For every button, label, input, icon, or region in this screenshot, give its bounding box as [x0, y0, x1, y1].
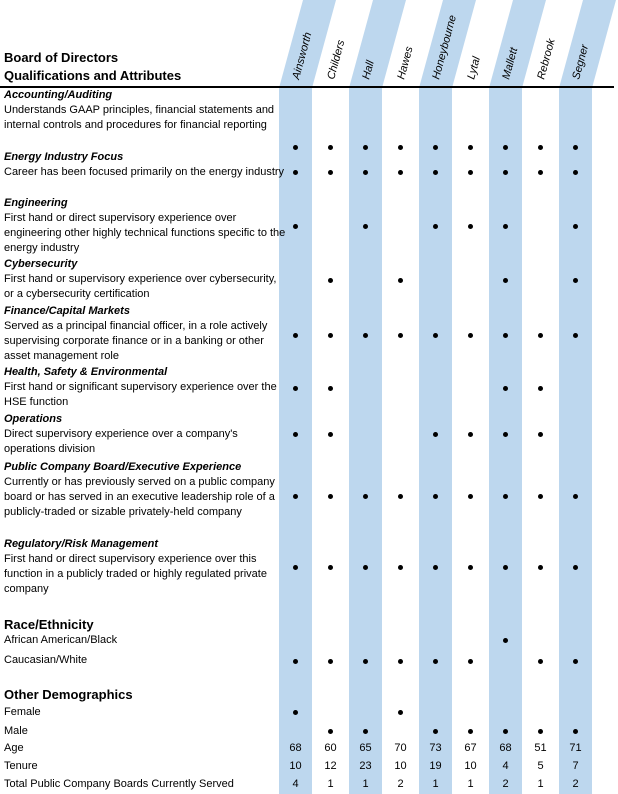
- director-name-segner: Segner: [570, 43, 592, 81]
- energy-industry-focus-dot-honeybourne: [433, 170, 438, 175]
- qualification-title-cybersecurity: Cybersecurity: [4, 258, 78, 270]
- race-caucasian-white-dot-ainsworth: [293, 659, 298, 664]
- race-caucasian-white-dot-childers: [328, 659, 333, 664]
- race-section-title: Race/Ethnicity: [4, 617, 94, 632]
- engineering-dot-honeybourne: [433, 224, 438, 229]
- regulatory-risk-management-dot-ainsworth: [293, 565, 298, 570]
- finance-capital-markets-dot-hawes: [398, 333, 403, 338]
- health-safety-environmental-dot-mallett: [503, 386, 508, 391]
- age-value-rebrook: 51: [534, 742, 547, 754]
- race-caucasian-white-dot-lytal: [468, 659, 473, 664]
- accounting-auditing-dot-rebrook: [538, 145, 543, 150]
- age-value-hall: 65: [359, 742, 372, 754]
- age-value-childers: 60: [324, 742, 337, 754]
- regulatory-risk-management-dot-rebrook: [538, 565, 543, 570]
- demo-male-dot-honeybourne: [433, 729, 438, 734]
- demographic-label-male: Male: [4, 725, 28, 737]
- header-band-segner: [559, 0, 616, 88]
- accounting-auditing-dot-lytal: [468, 145, 473, 150]
- finance-capital-markets-dot-rebrook: [538, 333, 543, 338]
- operations-dot-rebrook: [538, 432, 543, 437]
- qualification-title-health-safety-environmental: Health, Safety & Environmental: [4, 366, 168, 378]
- qualification-title-engineering: Engineering: [4, 197, 68, 209]
- demo-male-dot-mallett: [503, 729, 508, 734]
- demo-female-dot-hawes: [398, 710, 403, 715]
- health-safety-environmental-dot-rebrook: [538, 386, 543, 391]
- director-name-rebrook: Rebrook: [535, 37, 558, 81]
- energy-industry-focus-dot-lytal: [468, 170, 473, 175]
- qualification-title-regulatory-risk-management: Regulatory/Risk Management: [4, 538, 159, 550]
- operations-dot-childers: [328, 432, 333, 437]
- race-caucasian-white-dot-honeybourne: [433, 659, 438, 664]
- public-company-board-executive-experience-dot-honeybourne: [433, 494, 438, 499]
- tenure-value-lytal: 10: [464, 760, 477, 772]
- header-divider: [0, 86, 614, 88]
- race-caucasian-white-dot-rebrook: [538, 659, 543, 664]
- energy-industry-focus-dot-ainsworth: [293, 170, 298, 175]
- demo-male-dot-hall: [363, 729, 368, 734]
- accounting-auditing-dot-segner: [573, 145, 578, 150]
- regulatory-risk-management-dot-honeybourne: [433, 565, 438, 570]
- public-company-board-executive-experience-dot-lytal: [468, 494, 473, 499]
- energy-industry-focus-dot-childers: [328, 170, 333, 175]
- energy-industry-focus-dot-hawes: [398, 170, 403, 175]
- qualification-desc-public-company-board-executive-experience: Currently or has previously served on a public company board or has served in an executive leadership role of a publicly-traded or sizable privately-held company: [4, 476, 275, 518]
- regulatory-risk-management-dot-hall: [363, 565, 368, 570]
- demo-male-dot-childers: [328, 729, 333, 734]
- race-label-african-american-black: African American/Black: [4, 634, 118, 646]
- column-stripe-mallett: [489, 86, 522, 794]
- age-value-lytal: 67: [464, 742, 477, 754]
- public-company-board-executive-experience-dot-segner: [573, 494, 578, 499]
- engineering-dot-segner: [573, 224, 578, 229]
- total-public-company-boards-currently-served-value-mallett: 2: [502, 778, 509, 790]
- accounting-auditing-dot-honeybourne: [433, 145, 438, 150]
- director-name-ainsworth: Ainsworth: [290, 31, 315, 81]
- qualification-desc-energy-industry-focus: Career has been focused primarily on the energy industry: [4, 166, 285, 178]
- tenure-value-rebrook: 5: [537, 760, 544, 772]
- age-value-ainsworth: 68: [289, 742, 302, 754]
- tenure-value-hall: 23: [359, 760, 372, 772]
- cybersecurity-dot-hawes: [398, 278, 403, 283]
- total-public-company-boards-currently-served-value-hawes: 2: [397, 778, 404, 790]
- race-african-american-black-dot-mallett: [503, 638, 508, 643]
- qualification-title-accounting-auditing: Accounting/Auditing: [4, 89, 113, 101]
- tenure-value-segner: 7: [572, 760, 579, 772]
- energy-industry-focus-dot-mallett: [503, 170, 508, 175]
- engineering-dot-hall: [363, 224, 368, 229]
- age-value-honeybourne: 73: [429, 742, 442, 754]
- qualification-desc-health-safety-environmental: First hand or significant supervisory experience over the HSE function: [4, 381, 277, 408]
- finance-capital-markets-dot-honeybourne: [433, 333, 438, 338]
- public-company-board-executive-experience-dot-rebrook: [538, 494, 543, 499]
- numeric-label-age: Age: [4, 742, 24, 754]
- total-public-company-boards-currently-served-value-hall: 1: [362, 778, 369, 790]
- page-title: Board of Directors: [4, 50, 119, 65]
- public-company-board-executive-experience-dot-hawes: [398, 494, 403, 499]
- finance-capital-markets-dot-mallett: [503, 333, 508, 338]
- cybersecurity-dot-childers: [328, 278, 333, 283]
- numeric-label-total-public-company-boards-currently-served: Total Public Company Boards Currently Served: [4, 778, 234, 790]
- race-caucasian-white-dot-segner: [573, 659, 578, 664]
- energy-industry-focus-dot-hall: [363, 170, 368, 175]
- age-value-mallett: 68: [499, 742, 512, 754]
- tenure-value-honeybourne: 19: [429, 760, 442, 772]
- public-company-board-executive-experience-dot-ainsworth: [293, 494, 298, 499]
- energy-industry-focus-dot-segner: [573, 170, 578, 175]
- accounting-auditing-dot-hall: [363, 145, 368, 150]
- page-subtitle: Qualifications and Attributes: [4, 68, 182, 83]
- operations-dot-honeybourne: [433, 432, 438, 437]
- finance-capital-markets-dot-segner: [573, 333, 578, 338]
- race-label-caucasian-white: Caucasian/White: [4, 654, 88, 666]
- age-value-hawes: 70: [394, 742, 407, 754]
- qualification-title-finance-capital-markets: Finance/Capital Markets: [4, 305, 130, 317]
- energy-industry-focus-dot-rebrook: [538, 170, 543, 175]
- qualification-desc-operations: Direct supervisory experience over a company's operations division: [4, 428, 238, 455]
- public-company-board-executive-experience-dot-mallett: [503, 494, 508, 499]
- director-name-hawes: Hawes: [395, 45, 416, 81]
- total-public-company-boards-currently-served-value-rebrook: 1: [537, 778, 544, 790]
- engineering-dot-mallett: [503, 224, 508, 229]
- director-name-childers: Childers: [325, 38, 348, 81]
- tenure-value-hawes: 10: [394, 760, 407, 772]
- age-value-segner: 71: [569, 742, 582, 754]
- finance-capital-markets-dot-ainsworth: [293, 333, 298, 338]
- qualification-desc-regulatory-risk-management: First hand or direct supervisory experience over this function in a publicly traded or highly regulated private company: [4, 553, 267, 595]
- operations-dot-mallett: [503, 432, 508, 437]
- public-company-board-executive-experience-dot-childers: [328, 494, 333, 499]
- column-stripe-hall: [349, 86, 382, 794]
- total-public-company-boards-currently-served-value-segner: 2: [572, 778, 579, 790]
- column-stripe-honeybourne: [419, 86, 452, 794]
- director-name-honeybourne: Honeybourne: [430, 13, 459, 81]
- race-caucasian-white-dot-hall: [363, 659, 368, 664]
- public-company-board-executive-experience-dot-hall: [363, 494, 368, 499]
- regulatory-risk-management-dot-mallett: [503, 565, 508, 570]
- health-safety-environmental-dot-childers: [328, 386, 333, 391]
- director-name-mallett: Mallett: [500, 46, 521, 81]
- tenure-value-childers: 12: [324, 760, 337, 772]
- total-public-company-boards-currently-served-value-ainsworth: 4: [292, 778, 299, 790]
- finance-capital-markets-dot-hall: [363, 333, 368, 338]
- total-public-company-boards-currently-served-value-lytal: 1: [467, 778, 474, 790]
- qualification-title-public-company-board-executive-experience: Public Company Board/Executive Experience: [4, 461, 242, 473]
- tenure-value-ainsworth: 10: [289, 760, 302, 772]
- tenure-value-mallett: 4: [502, 760, 509, 772]
- qualification-title-operations: Operations: [4, 413, 63, 425]
- regulatory-risk-management-dot-segner: [573, 565, 578, 570]
- regulatory-risk-management-dot-hawes: [398, 565, 403, 570]
- qualification-desc-engineering: First hand or direct supervisory experience over engineering other highly technical functions specific to the energy industry: [4, 212, 286, 254]
- engineering-dot-lytal: [468, 224, 473, 229]
- operations-dot-lytal: [468, 432, 473, 437]
- director-name-hall: Hall: [360, 59, 377, 81]
- finance-capital-markets-dot-childers: [328, 333, 333, 338]
- qualification-desc-accounting-auditing: Understands GAAP principles, financial statements and internal controls and procedures for financial reporting: [4, 104, 275, 131]
- cybersecurity-dot-mallett: [503, 278, 508, 283]
- regulatory-risk-management-dot-childers: [328, 565, 333, 570]
- accounting-auditing-dot-mallett: [503, 145, 508, 150]
- qualification-desc-cybersecurity: First hand or supervisory experience over cybersecurity, or a cybersecurity certification: [4, 273, 277, 300]
- cybersecurity-dot-segner: [573, 278, 578, 283]
- regulatory-risk-management-dot-lytal: [468, 565, 473, 570]
- finance-capital-markets-dot-lytal: [468, 333, 473, 338]
- total-public-company-boards-currently-served-value-childers: 1: [327, 778, 334, 790]
- demographics-section-title: Other Demographics: [4, 687, 133, 702]
- engineering-dot-ainsworth: [293, 224, 298, 229]
- numeric-label-tenure: Tenure: [4, 760, 38, 772]
- column-stripe-segner: [559, 86, 592, 794]
- health-safety-environmental-dot-ainsworth: [293, 386, 298, 391]
- qualification-title-energy-industry-focus: Energy Industry Focus: [4, 151, 124, 163]
- demo-male-dot-segner: [573, 729, 578, 734]
- demo-male-dot-lytal: [468, 729, 473, 734]
- demo-male-dot-rebrook: [538, 729, 543, 734]
- demo-female-dot-ainsworth: [293, 710, 298, 715]
- qualification-desc-finance-capital-markets: Served as a principal financial officer, in a role actively supervising corporate finance or in a banking or other asset management role: [4, 320, 268, 362]
- accounting-auditing-dot-hawes: [398, 145, 403, 150]
- total-public-company-boards-currently-served-value-honeybourne: 1: [432, 778, 439, 790]
- operations-dot-ainsworth: [293, 432, 298, 437]
- demographic-label-female: Female: [4, 706, 41, 718]
- accounting-auditing-dot-childers: [328, 145, 333, 150]
- director-name-lytal: Lytal: [465, 55, 483, 81]
- accounting-auditing-dot-ainsworth: [293, 145, 298, 150]
- race-caucasian-white-dot-hawes: [398, 659, 403, 664]
